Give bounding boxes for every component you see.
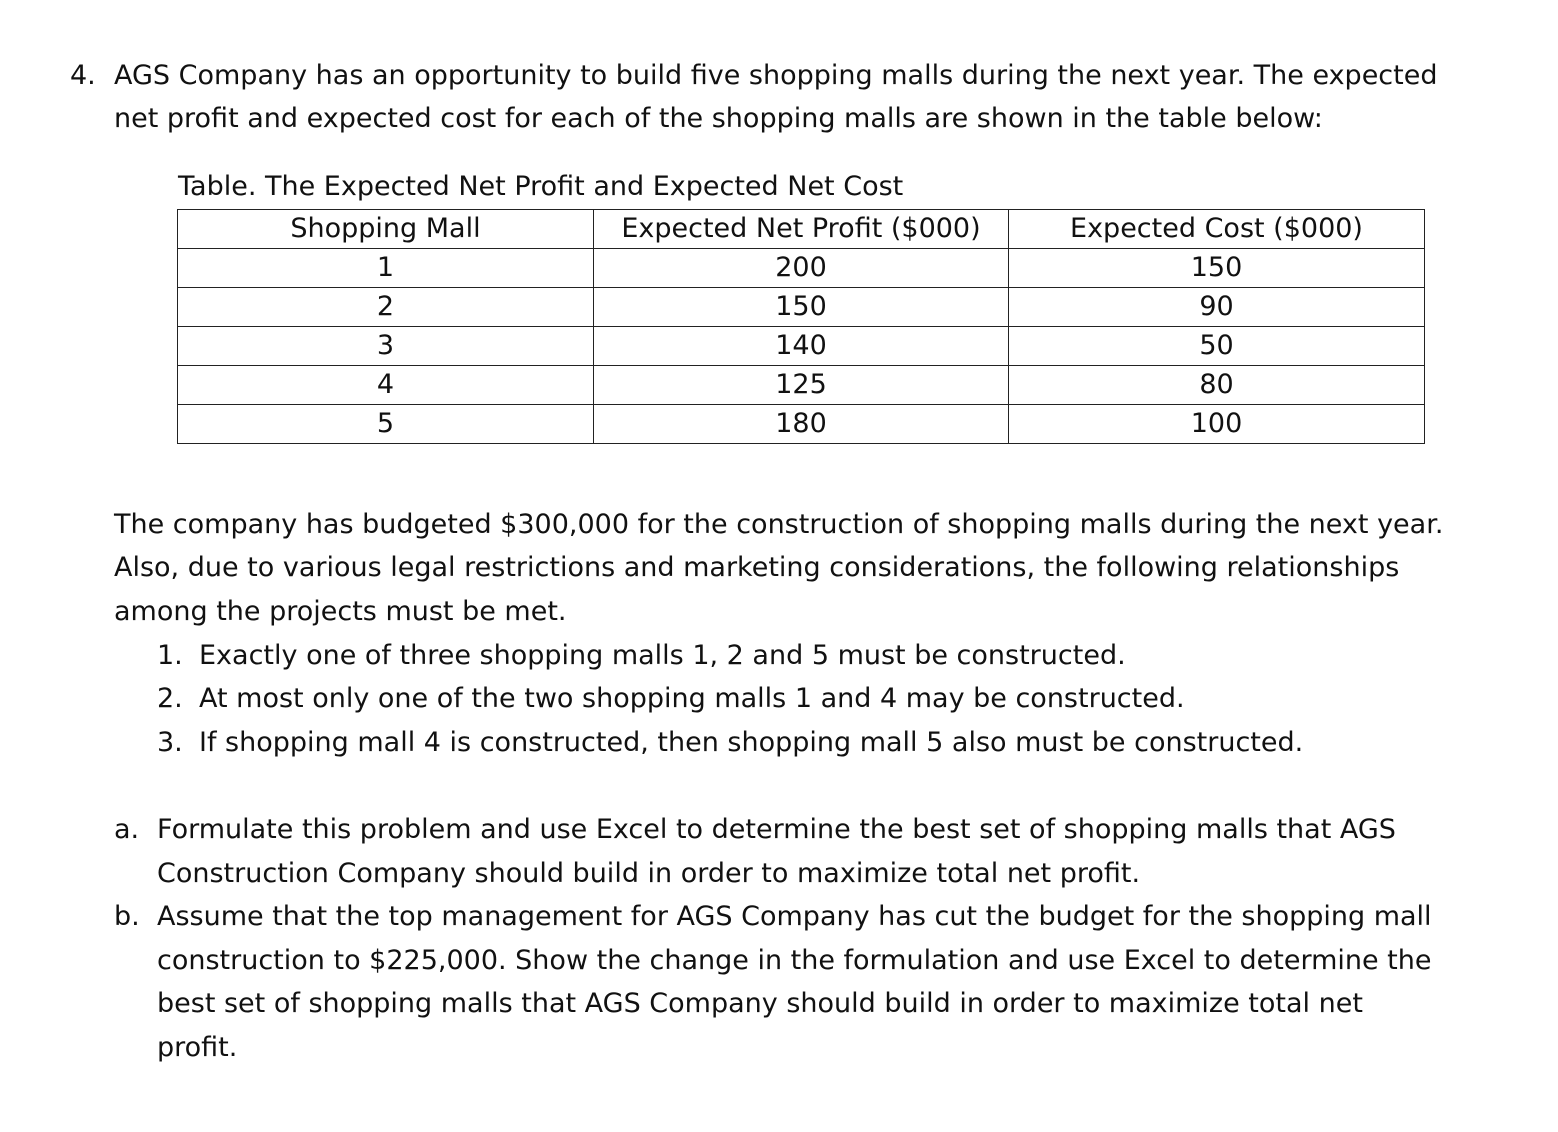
question-intro-line-2: net profit and expected cost for each of the shopping malls are shown in the table below: [114, 103, 1323, 134]
table-row [178, 405, 1425, 444]
budget-text-line-3: among the projects must be met. [114, 596, 567, 627]
cell-net-profit: 150 [594, 288, 1009, 327]
cell-net-profit: 200 [594, 249, 1009, 288]
cell-mall: 2 [178, 288, 594, 327]
table-row [178, 327, 1425, 366]
cell-cost: 50 [1009, 327, 1425, 366]
budget-text-line-1: The company has budgeted $300,000 for the construction of shopping malls during the next year. [114, 509, 1444, 540]
cell-mall: 4 [178, 366, 594, 405]
cell-cost: 150 [1009, 249, 1425, 288]
part-b-line-4: profit. [157, 1032, 238, 1063]
part-b-marker: b. [114, 901, 140, 932]
constraint-marker: 2. [157, 683, 183, 714]
cell-net-profit: 180 [594, 405, 1009, 444]
cell-mall: 3 [178, 327, 594, 366]
part-a-line-2: Construction Company should build in order to maximize total net profit. [157, 858, 1141, 889]
budget-text-line-2: Also, due to various legal restrictions and marketing considerations, the following relationships [114, 552, 1400, 583]
part-a-marker: a. [114, 814, 140, 845]
table-row [178, 366, 1425, 405]
cell-cost: 90 [1009, 288, 1425, 327]
table-row [178, 249, 1425, 288]
constraint-marker: 1. [157, 640, 183, 671]
constraint-marker: 3. [157, 727, 183, 758]
cell-net-profit: 140 [594, 327, 1009, 366]
cell-cost: 80 [1009, 366, 1425, 405]
cell-mall: 1 [178, 249, 594, 288]
table-header-row [178, 210, 1425, 249]
profit-cost-table [177, 209, 1425, 444]
cell-net-profit: 125 [594, 366, 1009, 405]
header-expected-net-profit: Expected Net Profit ($000) [594, 210, 1009, 249]
cell-mall: 5 [178, 405, 594, 444]
table-row [178, 288, 1425, 327]
question-number: 4. [70, 60, 96, 91]
constraint-text: If shopping mall 4 is constructed, then shopping mall 5 also must be constructed. [199, 727, 1304, 758]
part-b-line-2: construction to $225,000. Show the change in the formulation and use Excel to determine the [157, 945, 1432, 976]
question-intro-line-1: AGS Company has an opportunity to build five shopping malls during the next year. The expected [114, 60, 1438, 91]
part-b-line-3: best set of shopping malls that AGS Company should build in order to maximize total net [157, 988, 1363, 1019]
part-a-line-1: Formulate this problem and use Excel to determine the best set of shopping malls that AGS [157, 814, 1396, 845]
constraint-text: At most only one of the two shopping malls 1 and 4 may be constructed. [199, 683, 1185, 714]
cell-cost: 100 [1009, 405, 1425, 444]
header-shopping-mall: Shopping Mall [178, 210, 594, 249]
part-b-line-1: Assume that the top management for AGS Company has cut the budget for the shopping mall [157, 901, 1432, 932]
constraint-text: Exactly one of three shopping malls 1, 2 and 5 must be constructed. [199, 640, 1126, 671]
table-caption: Table. The Expected Net Profit and Expected Net Cost [178, 171, 904, 202]
header-expected-cost: Expected Cost ($000) [1009, 210, 1425, 249]
